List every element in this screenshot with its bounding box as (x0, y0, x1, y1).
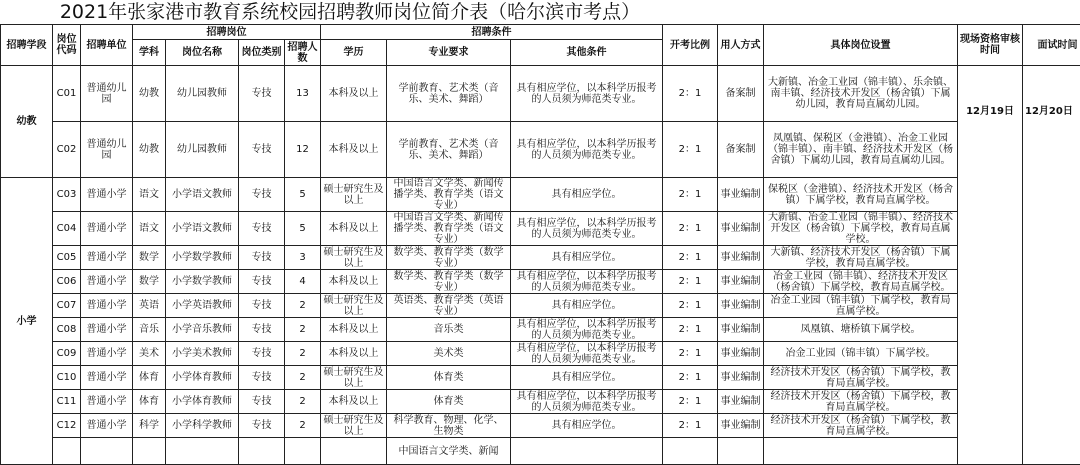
major-cell: 英语类、教育学类（英语专业） (387, 294, 511, 318)
major-cell: 体育类 (387, 390, 511, 414)
setting-cell: 经济技术开发区（杨舍镇）下属学校，教育局直属学校。 (764, 414, 958, 438)
post-code-cell: C04 (53, 212, 81, 246)
post-code-cell: C07 (53, 294, 81, 318)
post-name-cell: 小学语文教师 (166, 212, 239, 246)
recruitment-table (0, 24, 1080, 465)
major-cell: 体育类 (387, 366, 511, 390)
count-cell: 12 (285, 122, 321, 178)
subject-cell: 音乐 (133, 318, 166, 342)
post-name-cell: 小学数学教师 (166, 246, 239, 270)
count-cell: 2 (285, 342, 321, 366)
unit-cell: 普通幼儿园 (81, 66, 133, 122)
other-condition-cell: 具有相应学位。 (511, 178, 663, 212)
unit-cell: 普通小学 (81, 390, 133, 414)
post-name-cell: 小学美术教师 (166, 342, 239, 366)
post-name-cell: 小学英语教师 (166, 294, 239, 318)
post-type-cell: 专技 (239, 342, 285, 366)
header-post-name: 岗位名称 (166, 40, 239, 66)
header-post-type: 岗位类别 (239, 40, 285, 66)
page-title: 2021年张家港市教育系统校园招聘教师岗位简介表（哈尔滨市考点） (0, 0, 700, 24)
post-code-cell: C11 (53, 390, 81, 414)
other-condition-cell: 具有相应学位，以本科学历报考的人员须为师范类专业。 (511, 66, 663, 122)
other-condition-cell: 具有相应学位，以本科学历报考的人员须为师范类专业。 (511, 318, 663, 342)
review-date: 12月19日 (958, 66, 1023, 465)
header-employment: 用人方式 (718, 25, 764, 66)
post-type-cell: 专技 (239, 246, 285, 270)
ratio-cell: 2：1 (663, 414, 718, 438)
count-cell: 3 (285, 246, 321, 270)
employment-cell: 事业编制 (718, 270, 764, 294)
subject-cell: 幼教 (133, 66, 166, 122)
setting-cell: 保税区（金港镇）、经济技术开发区（杨舍镇）下属学校，教育局直属学校。 (764, 178, 958, 212)
unit-cell (81, 438, 133, 465)
education-cell (321, 438, 387, 465)
subject-cell: 幼教 (133, 122, 166, 178)
post-code-cell: C10 (53, 366, 81, 390)
setting-cell: 大新镇、冶金工业园（锦丰镇）、经济技术开发区（杨舍镇）下属学校，教育局直属学校。 (764, 212, 958, 246)
ratio-cell: 2：1 (663, 178, 718, 212)
unit-cell: 普通小学 (81, 212, 133, 246)
unit-cell: 普通小学 (81, 246, 133, 270)
education-cell: 本科及以上 (321, 270, 387, 294)
post-name-cell: 小学语文教师 (166, 178, 239, 212)
other-condition-cell: 具有相应学位。 (511, 294, 663, 318)
education-cell: 硕士研究生及以上 (321, 294, 387, 318)
employment-cell: 事业编制 (718, 414, 764, 438)
post-name-cell: 小学体育教师 (166, 390, 239, 414)
other-condition-cell: 具有相应学位。 (511, 366, 663, 390)
table-row (1, 366, 1080, 390)
header-major: 专业要求 (387, 40, 511, 66)
post-code-cell: C03 (53, 178, 81, 212)
setting-cell: 凤凰镇、保税区（金港镇）、冶金工业园（锦丰镇）、南丰镇、经济技术开发区（杨舍镇）下属幼儿园，教育局直属幼儿园。 (764, 122, 958, 178)
ratio-cell: 2：1 (663, 246, 718, 270)
count-cell: 2 (285, 294, 321, 318)
table-row (1, 390, 1080, 414)
education-cell: 本科及以上 (321, 390, 387, 414)
employment-cell (718, 438, 764, 465)
education-cell: 本科及以上 (321, 342, 387, 366)
education-cell: 硕士研究生及以上 (321, 246, 387, 270)
post-type-cell: 专技 (239, 294, 285, 318)
post-code-cell: C01 (53, 66, 81, 122)
post-code-cell: C08 (53, 318, 81, 342)
header-setting: 具体岗位设置 (764, 25, 958, 66)
post-name-cell: 小学科学教师 (166, 414, 239, 438)
major-cell: 学前教育、艺术类（音乐、美术、舞蹈） (387, 66, 511, 122)
setting-cell (764, 438, 958, 465)
count-cell: 5 (285, 212, 321, 246)
major-cell: 学前教育、艺术类（音乐、美术、舞蹈） (387, 122, 511, 178)
other-condition-cell: 具有相应学位，以本科学历报考的人员须为师范类专业。 (511, 212, 663, 246)
employment-cell: 事业编制 (718, 366, 764, 390)
major-cell: 美术类 (387, 342, 511, 366)
post-type-cell: 专技 (239, 212, 285, 246)
setting-cell: 经济技术开发区（杨舍镇）下属学校，教育局直属学校。 (764, 390, 958, 414)
other-condition-cell: 具有相应学位，以本科学历报考的人员须为师范类专业。 (511, 342, 663, 366)
post-code-cell: C12 (53, 414, 81, 438)
major-cell: 数学类、教育学类（数学专业） (387, 270, 511, 294)
other-condition-cell: 具有相应学位。 (511, 246, 663, 270)
count-cell: 2 (285, 318, 321, 342)
setting-cell: 冶金工业园（锦丰镇）下属学校，教育局直属学校。 (764, 294, 958, 318)
post-type-cell: 专技 (239, 66, 285, 122)
count-cell: 13 (285, 66, 321, 122)
post-code-cell: C06 (53, 270, 81, 294)
ratio-cell: 2：1 (663, 318, 718, 342)
unit-cell: 普通小学 (81, 366, 133, 390)
subject-cell: 英语 (133, 294, 166, 318)
unit-cell: 普通小学 (81, 414, 133, 438)
employment-cell: 事业编制 (718, 390, 764, 414)
post-type-cell: 专技 (239, 414, 285, 438)
header-count: 招聘人数 (285, 40, 321, 66)
header-ratio: 开考比例 (663, 25, 718, 66)
employment-cell: 备案制 (718, 122, 764, 178)
interview-date: 12月20日 (1023, 66, 1080, 465)
education-cell: 本科及以上 (321, 318, 387, 342)
post-type-cell: 专技 (239, 270, 285, 294)
subject-cell: 科学 (133, 414, 166, 438)
setting-cell: 大新镇、经济技术开发区（杨舍镇）下属学校，教育局直属学校。 (764, 246, 958, 270)
header-unit: 招聘单位 (81, 25, 133, 66)
education-cell: 本科及以上 (321, 66, 387, 122)
table-row (1, 318, 1080, 342)
post-type-cell: 专技 (239, 390, 285, 414)
table-row (1, 122, 1080, 178)
major-cell: 中国语言文学类、新闻 (387, 438, 511, 465)
unit-cell: 普通小学 (81, 270, 133, 294)
count-cell: 2 (285, 390, 321, 414)
major-cell: 中国语言文学类、新闻传播学类、教育学类（语文专业） (387, 212, 511, 246)
post-name-cell: 幼儿园教师 (166, 122, 239, 178)
header-other: 其他条件 (511, 40, 663, 66)
major-cell: 中国语言文学类、新闻传播学类、教育学类（语文专业） (387, 178, 511, 212)
subject-cell: 美术 (133, 342, 166, 366)
post-type-cell (239, 438, 285, 465)
header-education: 学历 (321, 40, 387, 66)
header-post-code: 岗位代码 (53, 25, 81, 66)
table-row (1, 178, 1080, 212)
employment-cell: 备案制 (718, 66, 764, 122)
employment-cell: 事业编制 (718, 294, 764, 318)
subject-cell (133, 438, 166, 465)
post-name-cell: 小学体育教师 (166, 366, 239, 390)
ratio-cell: 2：1 (663, 390, 718, 414)
education-cell: 硕士研究生及以上 (321, 366, 387, 390)
header-school-level: 招聘学段 (1, 25, 53, 66)
unit-cell: 普通小学 (81, 294, 133, 318)
other-condition-cell: 具有相应学位，以本科学历报考的人员须为师范类专业。 (511, 122, 663, 178)
school-level-primary: 小学 (1, 178, 53, 465)
post-type-cell: 专技 (239, 178, 285, 212)
employment-cell: 事业编制 (718, 246, 764, 270)
count-cell: 2 (285, 414, 321, 438)
post-type-cell: 专技 (239, 366, 285, 390)
ratio-cell (663, 438, 718, 465)
education-cell: 硕士研究生及以上 (321, 414, 387, 438)
major-cell: 音乐类 (387, 318, 511, 342)
table-row (1, 438, 1080, 465)
header-posts-group: 招聘岗位 (133, 25, 321, 40)
subject-cell: 体育 (133, 366, 166, 390)
ratio-cell: 2：1 (663, 294, 718, 318)
other-condition-cell (511, 438, 663, 465)
post-code-cell: C05 (53, 246, 81, 270)
table-row (1, 66, 1080, 122)
header-interview-time: 面试时间 (1023, 25, 1080, 66)
major-cell: 科学教育、物理、化学、生物类 (387, 414, 511, 438)
table-row (1, 246, 1080, 270)
other-condition-cell: 具有相应学位，以本科学历报考的人员须为师范类专业。 (511, 390, 663, 414)
employment-cell: 事业编制 (718, 342, 764, 366)
major-cell: 数学类、教育学类（数学专业） (387, 246, 511, 270)
ratio-cell: 2：1 (663, 366, 718, 390)
unit-cell: 普通小学 (81, 318, 133, 342)
post-type-cell: 专技 (239, 318, 285, 342)
subject-cell: 数学 (133, 246, 166, 270)
header-row-1 (1, 25, 1080, 40)
post-name-cell (166, 438, 239, 465)
count-cell (285, 438, 321, 465)
table-row (1, 342, 1080, 366)
ratio-cell: 2：1 (663, 122, 718, 178)
unit-cell: 普通小学 (81, 342, 133, 366)
unit-cell: 普通小学 (81, 178, 133, 212)
employment-cell: 事业编制 (718, 178, 764, 212)
employment-cell: 事业编制 (718, 318, 764, 342)
ratio-cell: 2：1 (663, 342, 718, 366)
setting-cell: 大新镇、冶金工业园（锦丰镇）、乐余镇、南丰镇、经济技术开发区（杨舍镇）下属幼儿园，教育局直属幼儿园。 (764, 66, 958, 122)
subject-cell: 数学 (133, 270, 166, 294)
setting-cell: 凤凰镇、塘桥镇下属学校。 (764, 318, 958, 342)
other-condition-cell: 具有相应学位，以本科学历报考的人员须为师范类专业。 (511, 270, 663, 294)
education-cell: 硕士研究生及以上 (321, 178, 387, 212)
count-cell: 4 (285, 270, 321, 294)
education-cell: 本科及以上 (321, 212, 387, 246)
count-cell: 2 (285, 366, 321, 390)
employment-cell: 事业编制 (718, 212, 764, 246)
post-type-cell: 专技 (239, 122, 285, 178)
ratio-cell: 2：1 (663, 66, 718, 122)
table-row (1, 414, 1080, 438)
post-code-cell: C02 (53, 122, 81, 178)
setting-cell: 冶金工业园（锦丰镇）、经济技术开发区（杨舍镇）下属学校，教育局直属学校。 (764, 270, 958, 294)
post-code-cell (53, 438, 81, 465)
other-condition-cell: 具有相应学位。 (511, 414, 663, 438)
unit-cell: 普通幼儿园 (81, 122, 133, 178)
school-level-kindergarten: 幼教 (1, 66, 53, 178)
education-cell: 本科及以上 (321, 122, 387, 178)
ratio-cell: 2：1 (663, 270, 718, 294)
table-row (1, 270, 1080, 294)
table-row (1, 212, 1080, 246)
setting-cell: 冶金工业园（锦丰镇）下属学校。 (764, 342, 958, 366)
header-review-time: 现场资格审核时间 (958, 25, 1023, 66)
ratio-cell: 2：1 (663, 212, 718, 246)
subject-cell: 语文 (133, 178, 166, 212)
setting-cell: 经济技术开发区（杨舍镇）下属学校，教育局直属学校。 (764, 366, 958, 390)
subject-cell: 体育 (133, 390, 166, 414)
header-subject: 学科 (133, 40, 166, 66)
post-name-cell: 幼儿园教师 (166, 66, 239, 122)
subject-cell: 语文 (133, 212, 166, 246)
post-code-cell: C09 (53, 342, 81, 366)
table-row (1, 294, 1080, 318)
post-name-cell: 小学音乐教师 (166, 318, 239, 342)
header-conditions-group: 招聘条件 (321, 25, 663, 40)
post-name-cell: 小学数学教师 (166, 270, 239, 294)
count-cell: 5 (285, 178, 321, 212)
